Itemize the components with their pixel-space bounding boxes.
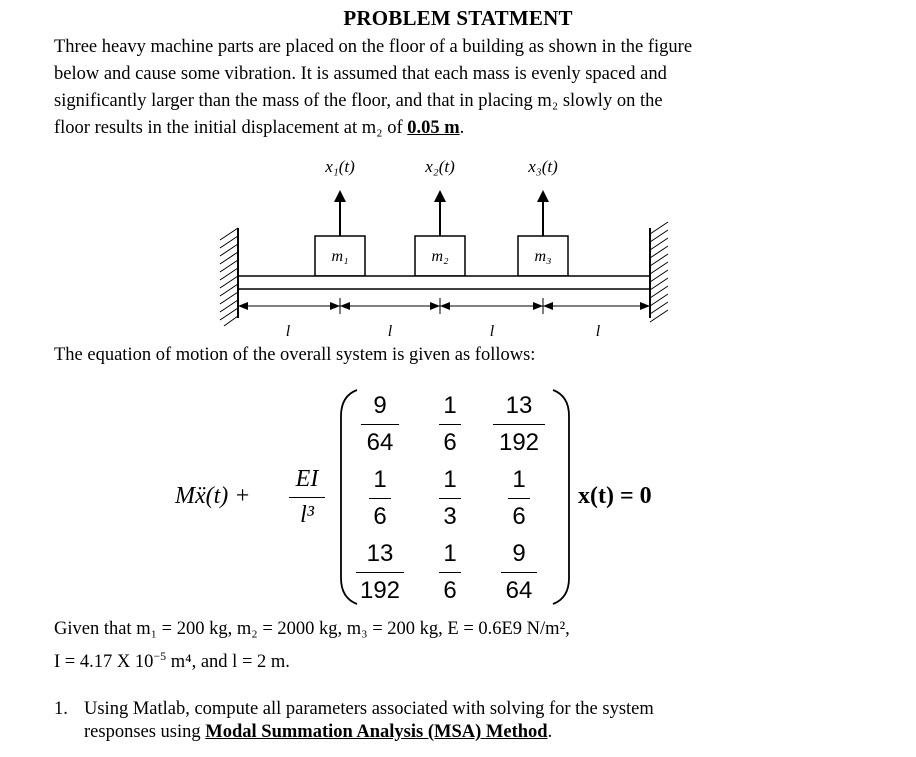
fraction-bar [356, 572, 404, 573]
fraction-bar [439, 498, 461, 499]
matrix-cell-2-1-denominator: 6 [373, 503, 387, 531]
intro-paragraph [54, 34, 844, 142]
coefficient-denominator: l³ [300, 502, 314, 529]
matrix-cell-1-2-denominator: 6 [443, 429, 457, 457]
span-label-4: l [595, 323, 601, 340]
given-line-1: Given that m₁ = 200 kg, m₂ = 2000 kg, m₃ = 200 kg, E = 0.6E9 N/m², [54, 619, 570, 639]
intro-line-1: Three heavy machine parts are placed on the floor of a building as shown in the figure [54, 37, 693, 57]
span-label-1: l [285, 323, 291, 340]
matrix-cell-3-2-numerator: 1 [443, 540, 457, 567]
task-number: 1. [54, 699, 68, 719]
arrow-up-icon-1 [334, 190, 346, 236]
equation-lhs: Mẍ(t) + [175, 483, 251, 509]
matrix-cell-1-1-denominator: 64 [366, 429, 394, 457]
floor-beam [238, 276, 650, 289]
matrix-cell-1-3-numerator: 13 [505, 392, 533, 419]
fraction-bar [369, 498, 391, 499]
equation-rhs: x(t) = 0 [578, 483, 652, 509]
matrix-cell-3-3 [490, 540, 548, 605]
left-wall [220, 228, 238, 326]
coefficient-fraction [287, 466, 327, 529]
task-line-2-text: responses using [84, 722, 206, 742]
matrix-cell-2-3 [490, 466, 548, 531]
given-exponent: −5 [153, 649, 167, 663]
matrix-cell-3-2-denominator: 6 [443, 577, 457, 605]
intro-line-4 [54, 115, 844, 142]
right-wall [650, 222, 668, 322]
intro-line-3: significantly larger than the mass of the floor, and that in placing m₂ slowly on the [54, 91, 663, 111]
intro-line-4-text: floor results in the initial displacement at m₂ of [54, 118, 408, 138]
intro-line-4-end: . [459, 118, 465, 138]
mass-label-3: m₃ [534, 248, 552, 265]
fraction-bar [439, 572, 461, 573]
matrix-cell-3-1 [355, 540, 405, 605]
matrix-cell-3-1-denominator: 192 [359, 577, 401, 605]
fraction-bar [508, 498, 530, 499]
displacement-label-3: x₃(t) [528, 157, 558, 176]
given-line-2 [54, 643, 854, 676]
page-title: PROBLEM STATMENT [343, 6, 573, 30]
matrix-cell-3-2 [432, 540, 468, 605]
task-line-2-end: . [547, 722, 553, 742]
mass-label-2: m₂ [431, 248, 449, 265]
equation-intro: The equation of motion of the overall system is given as follows: [54, 345, 536, 365]
matrix-cell-2-1 [357, 466, 403, 531]
matrix-cell-1-1-numerator: 9 [373, 392, 387, 419]
matrix-cell-3-1-numerator: 13 [366, 540, 394, 567]
fraction-bar [289, 497, 325, 498]
matrix-cell-2-2 [432, 466, 468, 531]
intro-line-2: below and cause some vibration. It is assumed that each mass is evenly spaced and [54, 64, 667, 84]
task-line-1: Using Matlab, compute all parameters associated with solving for the system [84, 699, 654, 719]
matrix-cell-3-3-denominator: 64 [505, 577, 533, 605]
matrix-cell-3-3-numerator: 9 [512, 540, 526, 567]
displacement-label-1: x₁(t) [325, 157, 355, 176]
task-line-2 [84, 721, 854, 744]
matrix-cell-2-3-numerator: 1 [512, 466, 526, 493]
initial-displacement-value: 0.05 m [407, 118, 460, 138]
fraction-bar [439, 424, 461, 425]
given-line-2-end: m⁴, and l = 2 m. [166, 652, 290, 673]
mass-label-1: m₁ [331, 248, 349, 265]
fraction-bar [493, 424, 545, 425]
span-label-2: l [387, 323, 393, 340]
equation-of-motion [0, 380, 916, 610]
arrow-up-icon-2 [434, 190, 446, 236]
span-label-3: l [489, 323, 495, 340]
matrix-cell-1-3 [490, 392, 548, 457]
method-name: Modal Summation Analysis (MSA) Method [205, 722, 548, 742]
matrix-cell-2-2-denominator: 3 [443, 503, 457, 531]
task-item-1 [54, 698, 854, 744]
coefficient-numerator: EI [295, 466, 319, 492]
arrow-up-icon-3 [537, 190, 549, 236]
fraction-bar [501, 572, 537, 573]
matrix-cell-1-3-denominator: 192 [498, 429, 540, 457]
matrix-cell-2-3-denominator: 6 [512, 503, 526, 531]
matrix-cell-1-2-numerator: 1 [443, 392, 457, 419]
matrix-cell-1-1 [357, 392, 403, 457]
fraction-bar [361, 424, 399, 425]
given-values [54, 616, 854, 676]
displacement-label-2: x₂(t) [425, 157, 455, 176]
matrix-cell-2-2-numerator: 1 [443, 466, 457, 493]
floor-figure [200, 148, 700, 348]
matrix-cell-2-1-numerator: 1 [373, 466, 387, 493]
given-line-2-text: I = 4.17 X 10 [54, 652, 154, 673]
matrix-cell-1-2 [432, 392, 468, 457]
